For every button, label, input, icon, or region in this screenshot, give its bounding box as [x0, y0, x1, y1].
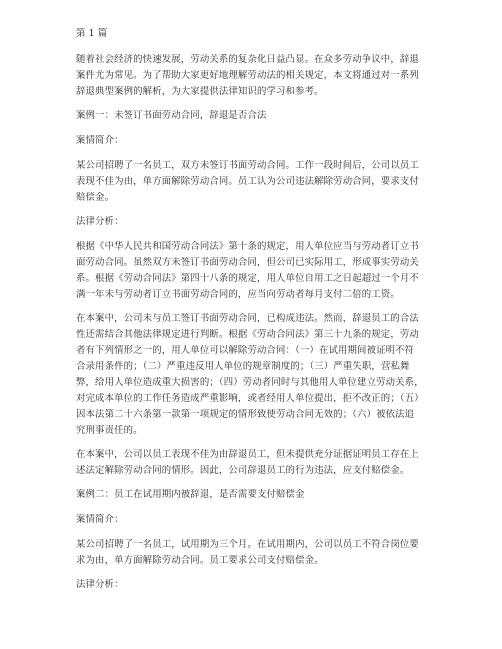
- paragraph-line: 随着社会经济的快速发展，劳动关系的复杂化日益凸显。在众多劳动争议中，辞退: [76, 54, 419, 65]
- paragraph-line: 者有下列情形之一的，用人单位可以解除劳动合同：（一）在试用期间被证明不符: [76, 345, 415, 356]
- section-label: 案情简介：: [76, 514, 124, 525]
- case-title: 案例二：员工在试用期内被辞退，是否需要支付赔偿金: [76, 489, 305, 500]
- paragraph-line: 求为由，单方面解除劳动合同。员工要求公司支付赔偿金。: [76, 555, 324, 566]
- paragraph-line: 满一年未与劳动者订立书面劳动合同的，应当向劳动者每月支付二倍的工资。: [76, 289, 400, 300]
- paragraph-line: 述法定解除劳动合同的情形。因此，公司辞退员工的行为违法，应支付赔偿金。: [76, 465, 410, 476]
- case-title: 案例一：未签订书面劳动合同，辞退是否合法: [76, 110, 267, 121]
- paragraph-line: 合录用条件的；（二）严重违反用人单位的规章制度的；（三）严重失职，营私舞: [76, 361, 410, 372]
- paragraph-line: 赔偿金。: [76, 192, 115, 203]
- paragraph-line: 系。根据《劳动合同法》第四十八条的规定，用人单位自用工之日起超过一个月不: [76, 273, 419, 284]
- paragraph-line: 某公司招聘了一名员工，试用期为三个月。在试用期内，公司以员工不符合岗位要: [76, 539, 419, 550]
- section-label: 案情简介：: [76, 135, 124, 146]
- section-label: 法律分析：: [76, 216, 124, 227]
- document-heading: 第 1 篇: [76, 28, 108, 39]
- paragraph-line: 因本法第二十六条第一款第一项规定的情形致使劳动合同无效的；（六）被依法追: [76, 409, 415, 420]
- section-label: 法律分析：: [76, 579, 124, 590]
- paragraph-line: 弊，给用人单位造成重大损害的；（四）劳动者同时与其他用人单位建立劳动关系，: [76, 377, 424, 388]
- paragraph-line: 表现不佳为由，单方面解除劳动合同。员工认为公司违法解除劳动合同，要求支付: [76, 176, 419, 187]
- paragraph-line: 辞退典型案例的解析，为大家提供法律知识的学习和参考。: [76, 86, 324, 97]
- paragraph-line: 在本案中，公司未与员工签订书面劳动合同，已构成违法。然而，辞退员工的合法: [76, 313, 419, 324]
- paragraph-line: 案件尤为常见。为了帮助大家更好地理解劳动法的相关规定，本文将通过对一系列: [76, 70, 419, 81]
- paragraph-line: 性还需结合其他法律规定进行判断。根据《劳动合同法》第三十九条的规定，劳动: [76, 329, 419, 340]
- paragraph-line: 根据《中华人民共和国劳动合同法》第十条的规定，用人单位应当与劳动者订立书: [76, 241, 419, 252]
- paragraph-line: 究刑事责任的。: [76, 425, 143, 436]
- paragraph-line: 面劳动合同。虽然双方未签订书面劳动合同，但公司已实际用工，形成事实劳动关: [76, 257, 419, 268]
- paragraph-line: 在本案中，公司以员工表现不佳为由辞退员工，但未提供充分证据证明员工存在上: [76, 449, 419, 460]
- paragraph-line: 对完成本单位的工作任务造成严重影响，或者经用人单位提出，拒不改正的；（五）: [76, 393, 424, 404]
- paragraph-line: 某公司招聘了一名员工，双方未签订书面劳动合同。工作一段时间后，公司以员工: [76, 160, 419, 171]
